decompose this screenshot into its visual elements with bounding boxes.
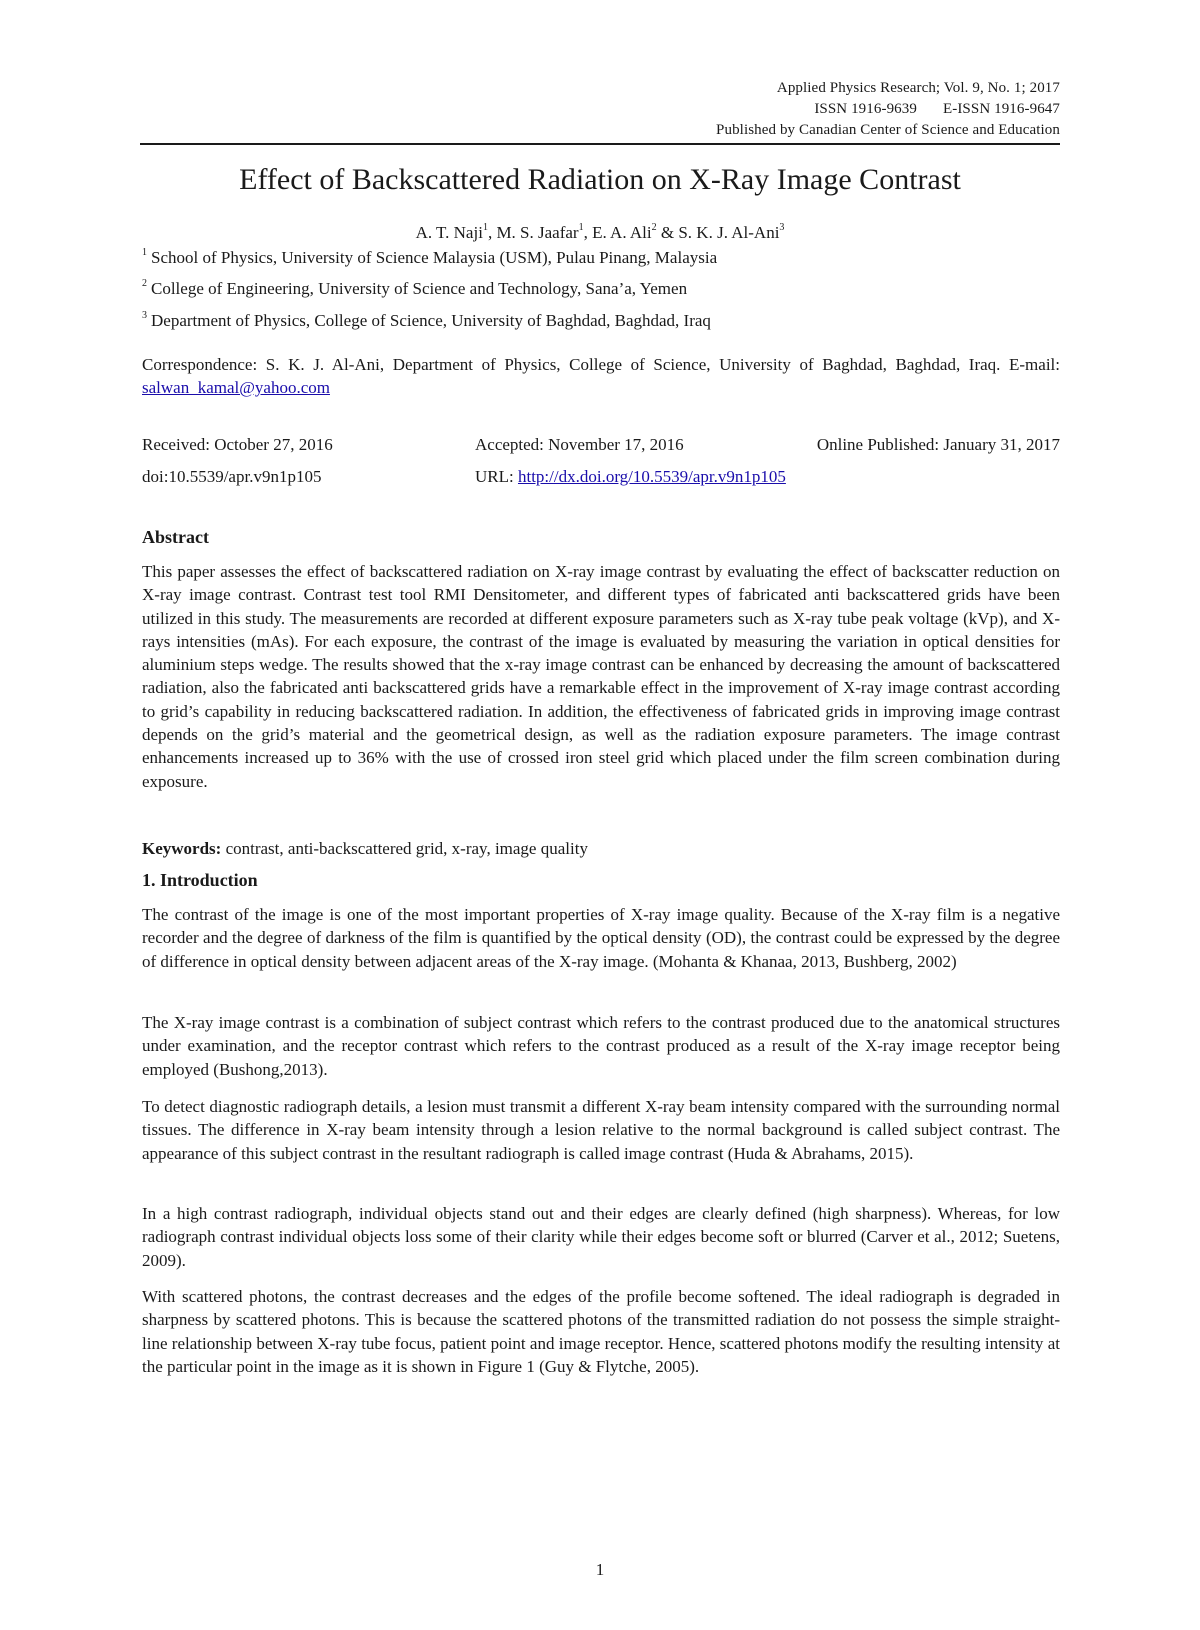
affiliation-1	[142, 247, 1060, 269]
received-date: Received: October 27, 2016	[142, 435, 333, 454]
author-separator: &	[656, 223, 679, 242]
author-affiliation-mark: 3	[779, 222, 785, 233]
issn: ISSN 1916-9639	[814, 101, 917, 117]
author-affiliation-mark: 2	[651, 222, 657, 233]
author-list	[140, 222, 1060, 244]
abstract-heading: Abstract	[142, 527, 209, 547]
keywords	[142, 838, 1060, 860]
author: E. A. Ali	[592, 223, 652, 242]
author-separator: ,	[487, 223, 497, 242]
issn-line	[716, 99, 1060, 120]
abstract-text: This paper assesses the effect of backscattered radiation on X-ray image contrast by evaluating the effect of backscatter reduction on X-ray image contrast. Contrast test tool RMI Densitometer, and different types of fabricated anti backscattered grids have been utilized in this study. The measurements are recorded at different exposure parameters such as X-ray tube peak voltage (kVp), and X-rays intensities (mAs). For each exposure, the contrast of the image is evaluated by measuring the variation in optical densities for aluminium steps wedge. The results showed that the x-ray image contrast can be enhanced by decreasing the amount of backscattered radiation, also the fabricated anti backscattered grids have a remarkable effect in the improvement of X-ray image contrast according to grid’s capability in reducing backscattered radiation. In addition, the effectiveness of fabricated grids in improving image contrast depends on the grid’s material and the geometrical design, as well as the radiation exposure parameters. The image contrast enhancements increased up to 36% with the use of crossed iron steel grid which placed under the film screen combination during exposure.	[142, 562, 1060, 791]
introduction-heading: 1. Introduction	[142, 870, 258, 890]
affiliation-text: Department of Physics, College of Science, University of Baghdad, Baghdad, Iraq	[151, 311, 711, 330]
affiliation-number: 2	[142, 278, 147, 289]
page-number: 1	[595, 1560, 605, 1579]
introduction-paragraph: The contrast of the image is one of the most important properties of X-ray image quality. Because of the X-ray film is a negative recorder and the degree of darkness of the film is quantified by the optical density (OD), the contrast could be expressed by the degree of difference in optical density between adjacent areas of the X-ray image. (Mohanta & Khanaa, 2013, Bushberg, 2002)	[142, 905, 1060, 971]
running-header	[716, 78, 1060, 141]
paper-title: Effect of Backscattered Radiation on X-Ray Image Contrast	[239, 163, 961, 196]
keywords-label: Keywords:	[142, 839, 222, 858]
url-label: URL:	[475, 467, 518, 486]
publisher: Published by Canadian Center of Science and Education	[716, 122, 1060, 138]
doi-url-link[interactable]: http://dx.doi.org/10.5539/apr.v9n1p105	[517, 467, 786, 486]
email-link[interactable]: salwan_kamal@yahoo.com	[142, 378, 330, 397]
accepted-date: Accepted: November 17, 2016	[475, 435, 684, 454]
author-affiliation-mark: 1	[578, 222, 584, 233]
correspondence-text: Correspondence: S. K. J. Al-Ani, Department of Physics, College of Science, University of Baghdad, Baghdad, Iraq. E-mail:	[142, 355, 1060, 374]
introduction-paragraph: The X-ray image contrast is a combination of subject contrast which refers to the contrast produced due to the anatomical structures under examination, and the receptor contrast which refers to the contrast produced as a result of the X-ray image receptor being employed (Bushong,2013).	[142, 1013, 1060, 1079]
doi: doi:10.5539/apr.v9n1p105	[142, 467, 322, 486]
affiliation-text: College of Engineering, University of Science and Technology, Sana’a, Yemen	[151, 279, 688, 298]
affiliation-3	[142, 310, 1060, 332]
affiliation-text: School of Physics, University of Science Malaysia (USM), Pulau Pinang, Malaysia	[151, 248, 718, 267]
author-affiliation-mark: 1	[482, 222, 488, 233]
author: A. T. Naji	[415, 223, 483, 242]
online-published-date: Online Published: January 31, 2017	[816, 435, 1060, 454]
author: S. K. J. Al-Ani	[678, 223, 780, 242]
affiliation-number: 3	[142, 310, 147, 321]
introduction-paragraph: In a high contrast radiograph, individual objects stand out and their edges are clearly defined (high sharpness). Whereas, for low radiograph contrast individual objects loss some of their clarity while their edges become soft or blurred (Carver et al., 2012; Suetens, 2009).	[142, 1204, 1060, 1270]
introduction-paragraph: To detect diagnostic radiograph details, a lesion must transmit a different X-ray beam intensity compared with the surrounding normal tissues. The difference in X-ray beam intensity through a lesion relative to the normal background is called subject contrast. The appearance of this subject contrast in the resultant radiograph is called image contrast (Huda & Abrahams, 2015).	[142, 1097, 1060, 1163]
introduction-paragraph: With scattered photons, the contrast decreases and the edges of the profile become softened. The ideal radiograph is degraded in sharpness by scattered photons. This is because the scattered photons of the transmitted radiation do not possess the simple straight-line relationship between X-ray tube focus, patient point and image receptor. Hence, scattered photons modify the resulting intensity at the particular point in the image as it is shown in Figure 1 (Guy & Flytche, 2005).	[142, 1287, 1060, 1376]
author: M. S. Jaafar	[496, 223, 579, 242]
affiliation-number: 1	[142, 247, 147, 258]
affiliation-2	[142, 278, 1060, 300]
author-separator: ,	[583, 223, 593, 242]
keywords-text: contrast, anti-backscattered grid, x-ray, image quality	[221, 839, 588, 858]
eissn: E-ISSN 1916-9647	[942, 101, 1060, 117]
journal-citation: Applied Physics Research; Vol. 9, No. 1; 2017	[776, 80, 1060, 96]
correspondence	[142, 353, 1060, 399]
header-rule	[140, 143, 1060, 145]
